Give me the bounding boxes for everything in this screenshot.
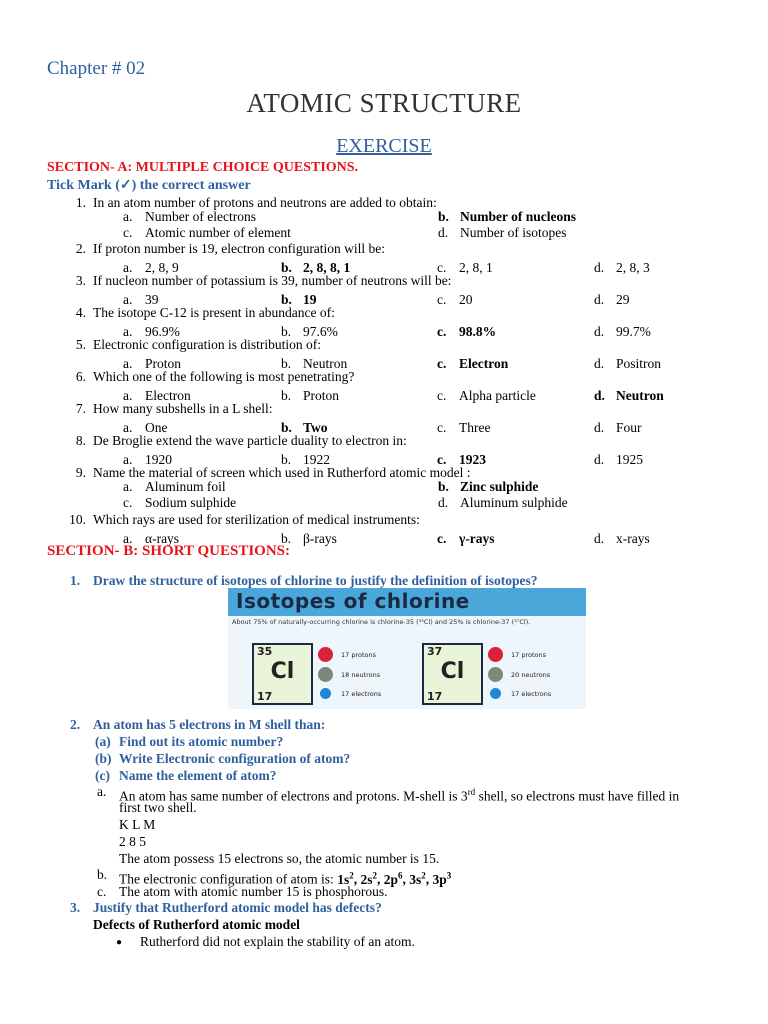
chapter-label: Chapter # 02 bbox=[47, 58, 146, 79]
option-letter: a. bbox=[123, 292, 133, 307]
section-b-heading: SECTION- B: SHORT QUESTIONS: bbox=[47, 543, 291, 559]
correct-answer-option[interactable]: 1923 bbox=[459, 452, 486, 467]
correct-answer-option[interactable]: Two bbox=[303, 420, 328, 435]
answer-option[interactable]: 1925 bbox=[616, 452, 643, 467]
shell-config: 2 8 5 bbox=[119, 834, 146, 849]
answer-option[interactable]: 99.7% bbox=[616, 324, 651, 339]
answer-option[interactable]: 1922 bbox=[303, 452, 330, 467]
proton-icon bbox=[318, 647, 333, 662]
ans-c: The atom with atomic number 15 is phosphorous. bbox=[119, 884, 388, 899]
question-number: 9. bbox=[75, 465, 86, 480]
page-title: ATOMIC STRUCTURE bbox=[246, 88, 522, 118]
question-text: Which rays are used for sterilization of medical instruments: bbox=[93, 512, 420, 527]
answer-option[interactable]: 20 bbox=[459, 292, 473, 307]
sq2-part-b: Write Electronic configuration of atom? bbox=[119, 751, 351, 766]
correct-answer-option[interactable]: Neutron bbox=[616, 388, 664, 403]
question-text: If proton number is 19, electron configuration will be: bbox=[93, 241, 386, 256]
sq2-part-c: Name the element of atom? bbox=[119, 768, 277, 783]
question-text: In an atom number of protons and neutrons are added to obtain: bbox=[93, 195, 437, 210]
option-letter: c. bbox=[437, 260, 447, 275]
ans-a-line2: first two shell. bbox=[119, 800, 197, 815]
exercise-heading: EXERCISE bbox=[336, 135, 432, 157]
answer-option[interactable]: 1920 bbox=[145, 452, 172, 467]
answer-option[interactable]: 2, 8, 3 bbox=[616, 260, 650, 275]
option-letter: b. bbox=[438, 209, 449, 224]
option-letter: d. bbox=[594, 531, 605, 546]
sq2-part-a-label: (a) bbox=[95, 734, 111, 749]
ans-b: The electronic configuration of atom is: $1s^2$, $2s^2$, $2p^6$, $3s^2$, $3p^3$ bbox=[119, 870, 452, 887]
section-a-heading: SECTION- A: MULTIPLE CHOICE QUESTIONS. bbox=[47, 160, 359, 175]
cl35-box bbox=[252, 643, 313, 705]
cl37-electrons: 17 electrons bbox=[511, 690, 552, 698]
sq3-heading: Defects of Rutherford atomic model bbox=[93, 917, 300, 932]
option-letter: d. bbox=[438, 495, 449, 510]
option-letter: d. bbox=[594, 324, 605, 339]
correct-answer-option[interactable]: Number of nucleons bbox=[460, 209, 577, 224]
option-letter: b. bbox=[281, 324, 292, 339]
sq2-part-b-label: (b) bbox=[95, 751, 112, 766]
answer-option[interactable]: 2, 8, 9 bbox=[145, 260, 179, 275]
cl37-mass-number: 37 bbox=[427, 645, 443, 658]
answer-option[interactable]: Positron bbox=[616, 356, 662, 371]
option-letter: c. bbox=[437, 531, 447, 546]
sq3-text: Justify that Rutherford atomic model has defects? bbox=[93, 900, 382, 915]
electron-icon bbox=[320, 688, 331, 699]
question-number: 6. bbox=[75, 369, 86, 384]
answer-option[interactable]: Aluminum sulphide bbox=[460, 495, 568, 510]
question-number: 10. bbox=[69, 512, 86, 527]
question-text: Electronic configuration is distribution of: bbox=[93, 337, 321, 352]
question-text: Name the material of screen which used in Rutherford atomic model : bbox=[93, 465, 471, 480]
question-number: 3. bbox=[75, 273, 86, 288]
sq2-text: An atom has 5 electrons in M shell than: bbox=[93, 717, 326, 732]
sq1-number: 1. bbox=[70, 573, 81, 588]
cl35-symbol: Cl bbox=[270, 659, 295, 684]
answer-option[interactable]: Alpha particle bbox=[459, 388, 536, 403]
ans-a-line1: An atom has same number of electrons and protons. M-shell is 3rd shell, so electrons must have filled in bbox=[119, 787, 680, 804]
answer-option[interactable]: α-rays bbox=[145, 531, 180, 546]
option-letter: a. bbox=[123, 452, 133, 467]
option-letter: b. bbox=[281, 260, 292, 275]
option-letter: d. bbox=[594, 292, 605, 307]
cl37-protons: 17 protons bbox=[511, 651, 547, 659]
neutron-icon bbox=[488, 667, 503, 682]
answer-option[interactable]: Number of electrons bbox=[145, 209, 256, 224]
answer-option[interactable]: Aluminum foil bbox=[145, 479, 226, 494]
option-letter: d. bbox=[594, 356, 605, 371]
cl35-mass-number: 35 bbox=[257, 645, 273, 658]
correct-answer-option[interactable]: Electron bbox=[459, 356, 509, 371]
option-letter: d. bbox=[594, 420, 605, 435]
answer-option[interactable]: 96.9% bbox=[145, 324, 180, 339]
electron-icon bbox=[490, 688, 501, 699]
neutron-icon bbox=[318, 667, 333, 682]
correct-answer-option[interactable]: 19 bbox=[303, 292, 317, 307]
option-letter: c. bbox=[123, 495, 133, 510]
answer-option[interactable]: Proton bbox=[303, 388, 340, 403]
option-letter: a. bbox=[123, 356, 133, 371]
cl37-neutrons: 20 neutrons bbox=[511, 671, 551, 679]
answer-option[interactable]: 29 bbox=[616, 292, 630, 307]
option-letter: c. bbox=[437, 356, 447, 371]
answer-option[interactable]: Three bbox=[459, 420, 491, 435]
question-number: 4. bbox=[75, 305, 86, 320]
ans-a-line3: The atom possess 15 electrons so, the atomic number is 15. bbox=[119, 851, 440, 866]
proton-icon bbox=[488, 647, 503, 662]
option-letter: a. bbox=[123, 388, 133, 403]
option-letter: c. bbox=[437, 452, 447, 467]
answer-option[interactable]: Atomic number of element bbox=[145, 225, 291, 240]
option-letter: d. bbox=[594, 452, 605, 467]
answer-option[interactable]: 97.6% bbox=[303, 324, 338, 339]
correct-answer-option[interactable]: Zinc sulphide bbox=[460, 479, 539, 494]
option-letter: a. bbox=[123, 420, 133, 435]
isotopes-of-chlorine-image bbox=[228, 588, 586, 709]
correct-answer-option[interactable]: 98.8% bbox=[459, 324, 497, 339]
cl37-symbol: Cl bbox=[440, 659, 465, 684]
ans-c-letter: c. bbox=[97, 884, 107, 899]
question-number: 2. bbox=[75, 241, 86, 256]
answer-option[interactable]: Four bbox=[616, 420, 642, 435]
question-number: 8. bbox=[75, 433, 86, 448]
option-letter: d. bbox=[438, 225, 449, 240]
option-letter: a. bbox=[123, 324, 133, 339]
option-letter: c. bbox=[437, 388, 447, 403]
option-letter: b. bbox=[281, 452, 292, 467]
answer-option[interactable]: Neutron bbox=[303, 356, 348, 371]
ans-a-letter: a. bbox=[97, 784, 107, 799]
image-subtitle: About 75% of naturally-occurring chlorine is chlorine-35 (³⁵Cl) and 25% is chlorine-37 (³⁷Cl). bbox=[232, 618, 531, 626]
question-number: 7. bbox=[75, 401, 86, 416]
sq1-text: Draw the structure of isotopes of chlorine to justify the definition of isotopes? bbox=[93, 573, 538, 588]
answer-option[interactable]: Electron bbox=[145, 388, 191, 403]
orbital-term: $2s^2$ bbox=[360, 870, 377, 887]
orbital-term: $3s^2$ bbox=[409, 870, 426, 887]
option-letter: b. bbox=[281, 531, 292, 546]
answer-option[interactable]: One bbox=[145, 420, 168, 435]
answer-option[interactable]: Proton bbox=[145, 356, 182, 371]
orbital-term: $3p^3$ bbox=[432, 870, 452, 887]
option-letter: d. bbox=[594, 260, 605, 275]
cl35-electrons: 17 electrons bbox=[341, 690, 382, 698]
answer-option[interactable]: Sodium sulphide bbox=[145, 495, 237, 510]
option-letter: c. bbox=[437, 420, 447, 435]
correct-answer-option[interactable]: γ-rays bbox=[459, 531, 495, 546]
question-text: How many subshells in a L shell: bbox=[93, 401, 273, 416]
option-letter: a. bbox=[123, 479, 133, 494]
option-letter: b. bbox=[281, 292, 292, 307]
question-text: Which one of the following is most penetrating? bbox=[93, 369, 355, 384]
ans-b-letter: b. bbox=[97, 867, 108, 882]
question-number: 1. bbox=[75, 195, 86, 210]
image-title: Isotopes of chlorine bbox=[236, 589, 470, 613]
option-letter: b. bbox=[281, 420, 292, 435]
correct-answer-option[interactable]: 2, 8, 8, 1 bbox=[303, 260, 351, 275]
option-letter: a. bbox=[123, 209, 133, 224]
option-letter: c. bbox=[123, 225, 133, 240]
option-letter: c. bbox=[437, 292, 447, 307]
answer-option[interactable]: x-rays bbox=[616, 531, 650, 546]
sq3-number: 3. bbox=[70, 900, 81, 915]
question-text: The isotope C-12 is present in abundance of: bbox=[93, 305, 335, 320]
answer-option[interactable]: 2, 8, 1 bbox=[459, 260, 493, 275]
question-number: 5. bbox=[75, 337, 86, 352]
cl35-neutrons: 18 neutrons bbox=[341, 671, 381, 679]
option-letter: a. bbox=[123, 260, 133, 275]
question-text: De Broglie extend the wave particle duality to electron in: bbox=[93, 433, 407, 448]
cl37-atomic-number: 17 bbox=[427, 690, 443, 703]
sq3-bullet1: Rutherford did not explain the stability of an atom. bbox=[140, 934, 415, 949]
cl35-atomic-number: 17 bbox=[257, 690, 273, 703]
question-text: If nucleon number of potassium is 39, number of neutrons will be: bbox=[93, 273, 452, 288]
answer-option[interactable]: 39 bbox=[145, 292, 159, 307]
orbital-term: $1s^2$ bbox=[337, 870, 354, 887]
tick-instruction: Tick Mark (✓) the correct answer bbox=[47, 178, 251, 193]
orbital-term: $2p^6$ bbox=[383, 870, 403, 887]
answer-option[interactable]: β-rays bbox=[303, 531, 337, 546]
option-letter: a. bbox=[123, 531, 133, 546]
option-letter: d. bbox=[594, 388, 605, 403]
option-letter: b. bbox=[281, 356, 292, 371]
cl37-box bbox=[422, 643, 483, 705]
option-letter: b. bbox=[438, 479, 449, 494]
option-letter: b. bbox=[281, 388, 292, 403]
cl35-protons: 17 protons bbox=[341, 651, 377, 659]
answer-option[interactable]: Number of isotopes bbox=[460, 225, 567, 240]
shell-labels: K L M bbox=[119, 817, 156, 832]
bullet-icon: ● bbox=[116, 937, 123, 948]
option-letter: c. bbox=[437, 324, 447, 339]
sq2-part-a: Find out its atomic number? bbox=[119, 734, 284, 749]
sq2-part-c-label: (c) bbox=[95, 768, 110, 783]
sq2-number: 2. bbox=[70, 717, 81, 732]
